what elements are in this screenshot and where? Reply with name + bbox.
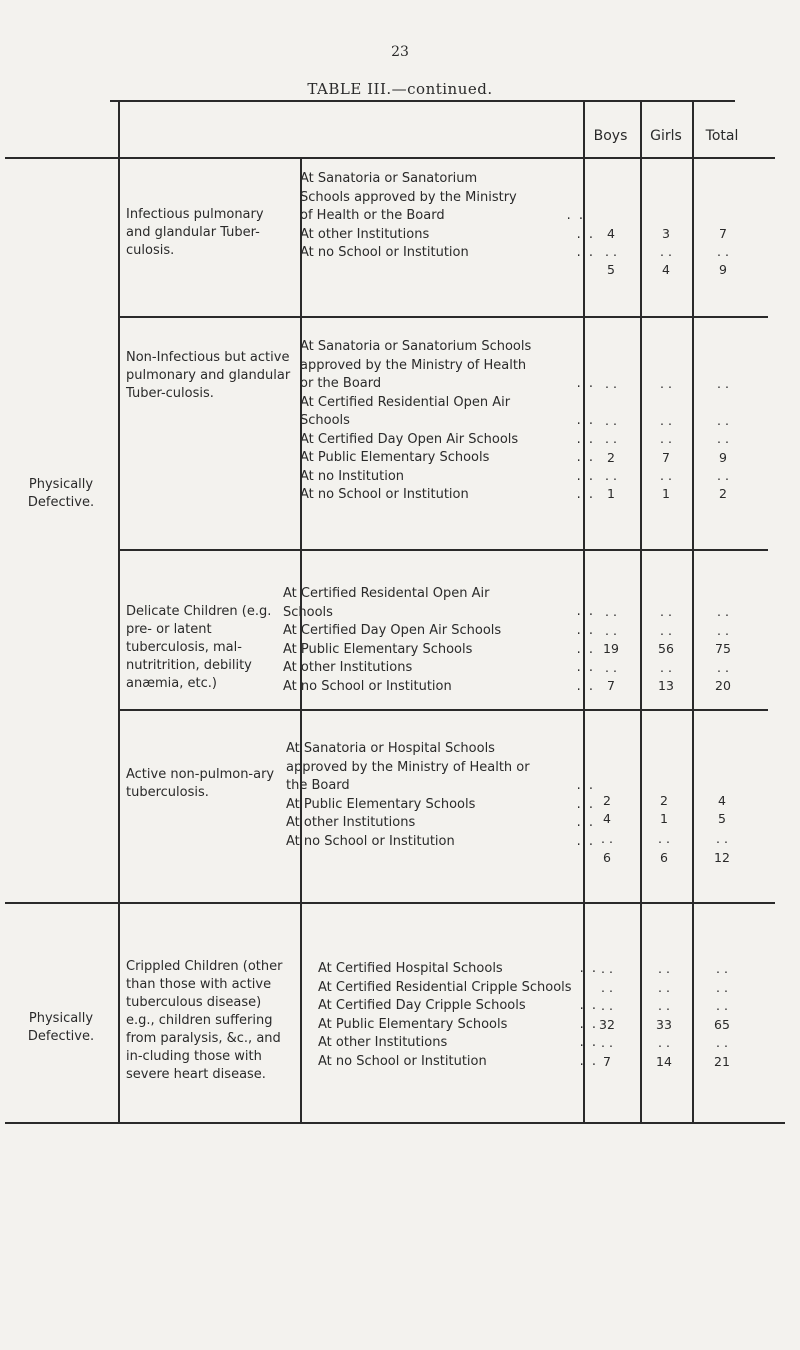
total-value: . . bbox=[716, 831, 728, 846]
boys-value: . . bbox=[605, 604, 617, 619]
institution-list bbox=[318, 960, 596, 1071]
vrule-category bbox=[118, 100, 120, 1122]
girls-value: . . bbox=[660, 376, 672, 391]
boys-value: . . bbox=[601, 961, 613, 976]
institution-label: At no School or Institution bbox=[286, 833, 455, 849]
institution-label: At Public Elementary Schools bbox=[283, 641, 473, 657]
section-rule-1 bbox=[118, 316, 768, 318]
girls-value: . . bbox=[658, 961, 670, 976]
total-value: . . bbox=[717, 431, 729, 446]
girls-value: 14 bbox=[656, 1054, 672, 1069]
boys-value: 1 bbox=[607, 486, 615, 501]
boys-value: 5 bbox=[607, 262, 615, 277]
institution-row bbox=[300, 486, 595, 505]
institution-label: At Sanatoria or Sanatorium Schools approved by the Ministry of Health or the Board bbox=[300, 339, 532, 391]
leader-dots: . . bbox=[576, 226, 595, 242]
leader-dots: . . bbox=[576, 376, 595, 391]
institution-label: At other Institutions bbox=[286, 815, 416, 830]
institution-row bbox=[300, 226, 595, 245]
leader-dots: . . bbox=[576, 468, 595, 484]
institution-label: At Certified Residential Cripple Schools bbox=[318, 979, 572, 995]
leader-dots: . . bbox=[576, 796, 595, 812]
institution-row bbox=[300, 244, 595, 263]
institution-label: At other Institutions bbox=[300, 226, 430, 242]
institution-label: At Certified Day Open Air Schools bbox=[283, 623, 502, 638]
header-boys: Boys bbox=[593, 128, 628, 144]
condition-label: Non-Infectious but active pulmonary and glandular Tuber-culosis. bbox=[126, 350, 291, 401]
institution-row bbox=[318, 1034, 596, 1053]
girls-value: . . bbox=[660, 604, 672, 619]
institution-row bbox=[286, 740, 595, 796]
leader-dots: . . bbox=[579, 1035, 598, 1050]
total-value: 9 bbox=[719, 262, 727, 277]
boys-value: . . bbox=[601, 980, 613, 995]
total-value: . . bbox=[717, 244, 729, 259]
boys-value: 6 bbox=[603, 850, 611, 865]
girls-value: . . bbox=[660, 413, 672, 428]
total-value: 4 bbox=[718, 793, 726, 808]
institution-row bbox=[318, 979, 596, 998]
institution-list bbox=[300, 170, 595, 263]
total-value: 21 bbox=[714, 1054, 730, 1069]
total-value: 65 bbox=[714, 1017, 730, 1032]
leader-dots: . . bbox=[576, 815, 595, 830]
header-girls: Girls bbox=[650, 128, 682, 144]
total-value: . . bbox=[717, 623, 729, 638]
total-value: . . bbox=[716, 961, 728, 976]
page-number: 23 bbox=[391, 44, 409, 60]
girls-value: 56 bbox=[658, 641, 674, 656]
boys-value: 7 bbox=[607, 678, 615, 693]
boys-value: 4 bbox=[607, 226, 615, 241]
institution-list bbox=[286, 740, 595, 851]
leader-dots: . . bbox=[576, 450, 595, 465]
girls-value: 13 bbox=[658, 678, 674, 693]
total-value: . . bbox=[716, 998, 728, 1013]
institution-list bbox=[283, 585, 595, 696]
leader-dots: . . bbox=[579, 1053, 598, 1069]
institution-row bbox=[286, 796, 595, 815]
girls-value: . . bbox=[660, 468, 672, 483]
institution-row bbox=[286, 833, 595, 852]
boys-value: . . bbox=[605, 376, 617, 391]
institution-row bbox=[283, 678, 595, 697]
boys-value: . . bbox=[601, 1035, 613, 1050]
bottom-rule bbox=[5, 1122, 785, 1124]
leader-dots: . . bbox=[579, 1016, 598, 1032]
boys-value: 32 bbox=[599, 1017, 615, 1032]
institution-label: At Certified Day Cripple Schools bbox=[318, 998, 526, 1013]
girls-value: . . bbox=[660, 623, 672, 638]
leader-dots: . . bbox=[576, 604, 595, 619]
girls-value: 3 bbox=[662, 226, 670, 241]
total-value: 5 bbox=[718, 811, 726, 826]
header-total: Total bbox=[705, 128, 739, 144]
girls-value: 6 bbox=[660, 850, 668, 865]
boys-value: 19 bbox=[603, 641, 619, 656]
leader-dots: . . bbox=[576, 833, 595, 849]
institution-label: At Sanatoria or Sanatorium Schools approved by the Ministry of Health or the Board bbox=[300, 171, 517, 223]
institution-label: At Sanatoria or Hospital Schools approved by the Ministry of Health or the Board bbox=[286, 741, 530, 793]
total-value: . . bbox=[716, 980, 728, 995]
category-label: Physically Defective. bbox=[27, 477, 95, 510]
girls-value: . . bbox=[658, 998, 670, 1013]
total-value: 9 bbox=[719, 450, 727, 465]
girls-value: . . bbox=[660, 244, 672, 259]
boys-value: 2 bbox=[607, 450, 615, 465]
leader-dots: . . bbox=[576, 641, 595, 657]
institution-row bbox=[283, 585, 595, 622]
girls-value: . . bbox=[660, 431, 672, 446]
institution-row bbox=[318, 997, 596, 1016]
table-title: TABLE III.—continued. bbox=[307, 80, 493, 98]
institution-label: At Certified Day Open Air Schools bbox=[300, 431, 519, 447]
leader-dots: . . bbox=[576, 778, 595, 793]
total-value: 75 bbox=[715, 641, 731, 656]
total-value: 2 bbox=[719, 486, 727, 501]
category-label: Physically Defective. bbox=[27, 1011, 95, 1044]
total-value: . . bbox=[717, 376, 729, 391]
institution-label: At no School or Institution bbox=[300, 245, 469, 260]
institution-row bbox=[300, 431, 595, 450]
section-rule-2 bbox=[118, 549, 768, 551]
leader-dots: . . bbox=[579, 961, 598, 976]
institution-label: At no School or Institution bbox=[283, 678, 452, 694]
leader-dots: . . bbox=[576, 487, 595, 502]
condition-label: Infectious pulmonary and glandular Tuber-culosis. bbox=[126, 207, 264, 258]
institution-row bbox=[300, 394, 595, 431]
institution-label: At other Institutions bbox=[283, 660, 413, 675]
leader-dots: . . bbox=[576, 678, 595, 694]
institution-row bbox=[300, 449, 595, 468]
vrule-total bbox=[692, 100, 694, 1122]
institution-row bbox=[286, 814, 595, 833]
girls-value: . . bbox=[658, 831, 670, 846]
boys-value: . . bbox=[605, 468, 617, 483]
leader-dots: . . bbox=[576, 431, 595, 447]
institution-row bbox=[300, 170, 585, 226]
total-value: . . bbox=[717, 468, 729, 483]
boys-value: . . bbox=[605, 244, 617, 259]
total-value: . . bbox=[716, 1035, 728, 1050]
boys-value: . . bbox=[601, 998, 613, 1013]
section-rule-3 bbox=[118, 709, 768, 711]
condition-label: Crippled Children (other than those with active tuberculous disease) e.g., children suffering from paralysis, &c., and in-cluding those with severe heart disease. bbox=[126, 959, 283, 1082]
institution-row bbox=[300, 338, 595, 394]
institution-label: At no Institution bbox=[300, 468, 405, 484]
total-value: . . bbox=[717, 604, 729, 619]
total-value: 7 bbox=[719, 226, 727, 241]
girls-value: 2 bbox=[660, 793, 668, 808]
institution-row bbox=[318, 1016, 596, 1035]
boys-value: . . bbox=[605, 660, 617, 675]
girls-value: 1 bbox=[660, 811, 668, 826]
total-value: . . bbox=[717, 660, 729, 675]
institution-row bbox=[318, 960, 596, 979]
boys-value: . . bbox=[601, 831, 613, 846]
institution-label: At Certified Residental Open Air Schools bbox=[283, 586, 490, 620]
leader-dots: . . bbox=[576, 623, 595, 638]
boys-value: 4 bbox=[603, 811, 611, 826]
boys-value: . . bbox=[605, 623, 617, 638]
leader-dots: . . bbox=[576, 412, 595, 428]
girls-value: . . bbox=[660, 660, 672, 675]
leader-dots: . . bbox=[579, 998, 598, 1013]
institution-label: At Public Elementary Schools bbox=[318, 1016, 508, 1032]
institution-row bbox=[283, 641, 595, 660]
leader-dots: . . bbox=[576, 660, 595, 675]
institution-label: At Public Elementary Schools bbox=[300, 450, 490, 465]
institution-label: At other Institutions bbox=[318, 1035, 448, 1050]
girls-value: 7 bbox=[662, 450, 670, 465]
institution-label: At Certified Hospital Schools bbox=[318, 961, 503, 976]
boys-value: 2 bbox=[603, 793, 611, 808]
boys-value: 7 bbox=[603, 1054, 611, 1069]
leader-dots: . . bbox=[576, 245, 595, 260]
girls-value: 4 bbox=[662, 262, 670, 277]
institution-label: At no School or Institution bbox=[318, 1053, 487, 1069]
girls-value: . . bbox=[658, 980, 670, 995]
condition-label: Active non-pulmon-ary tuberculosis. bbox=[126, 767, 275, 800]
institution-label: At no School or Institution bbox=[300, 487, 469, 502]
institution-list bbox=[300, 338, 595, 505]
girls-value: 1 bbox=[662, 486, 670, 501]
leader-dots: . . bbox=[566, 208, 585, 223]
institution-row bbox=[283, 622, 595, 641]
institution-label: At Certified Residential Open Air Schools bbox=[300, 394, 511, 428]
total-value: 12 bbox=[714, 850, 730, 865]
total-value: 20 bbox=[715, 678, 731, 693]
institution-row bbox=[283, 659, 595, 678]
header-rule bbox=[5, 157, 775, 159]
section-rule-4 bbox=[5, 902, 775, 904]
total-value: . . bbox=[717, 413, 729, 428]
institution-label: At Public Elementary Schools bbox=[286, 796, 476, 812]
boys-value: . . bbox=[605, 413, 617, 428]
girls-value: . . bbox=[658, 1035, 670, 1050]
institution-row bbox=[318, 1053, 596, 1072]
condition-label: Delicate Children (e.g. pre- or latent tuberculosis, mal-nutritrition, debility anæmia, etc.) bbox=[126, 604, 272, 691]
institution-row bbox=[300, 468, 595, 487]
boys-value: . . bbox=[605, 431, 617, 446]
girls-value: 33 bbox=[656, 1017, 672, 1032]
